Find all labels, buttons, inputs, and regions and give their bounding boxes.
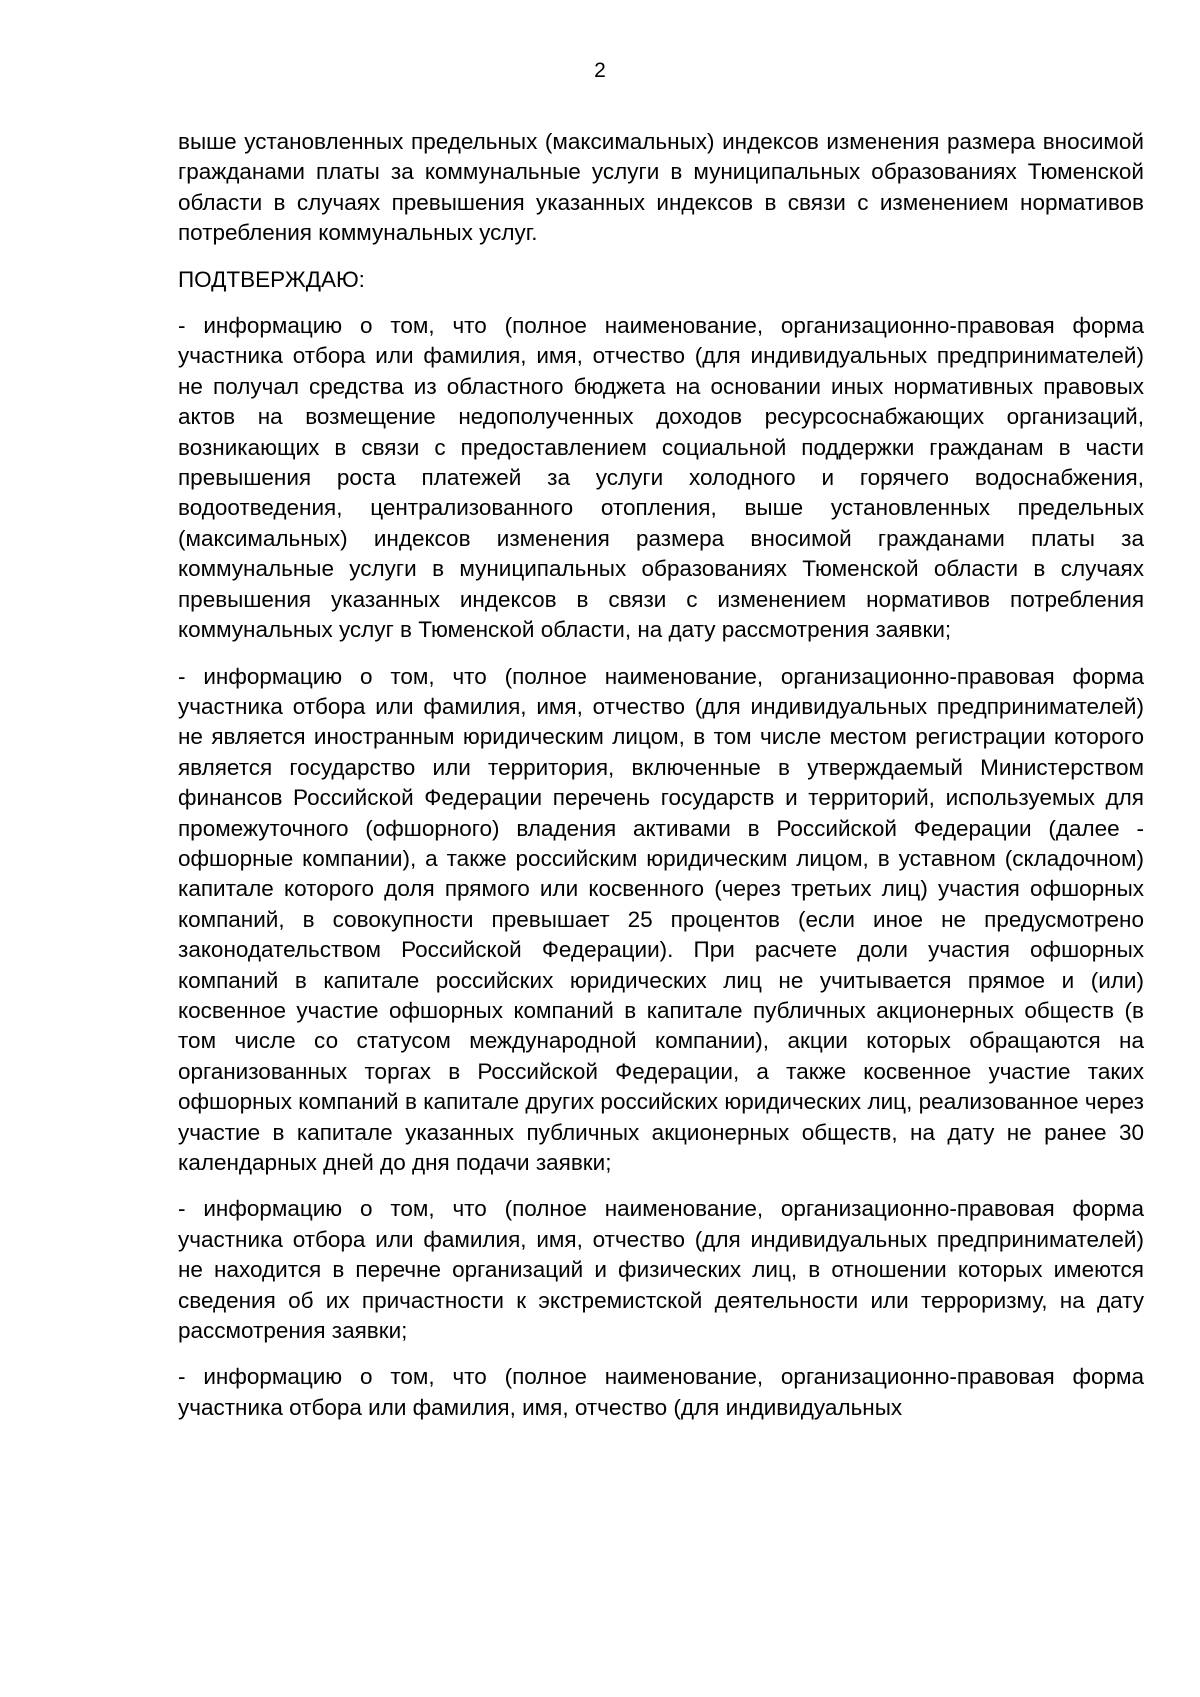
page-number: 2 (594, 59, 606, 82)
confirmation-item-1: - информацию о том, что (полное наименование, организационно-правовая форма участника отбора или фамилия, имя, отчество (для индивидуальных предпринимателей) не получал средства из областного бюджета на основании иных нормативных правовых актов на возмещение недополученных доходов ресурсоснабжающих организаций, возникающих в связи с предоставлением социальной поддержки гражданам в части превышения роста платежей за услуги холодного и горячего водоснабжения, водоотведения, централизованного отопления, выше установленных предельных (максимальных) индексов изменения размера вносимой гражданами платы за коммунальные услуги в муниципальных образованиях Тюменской области в случаях превышения указанных индексов в связи с изменением нормативов потребления коммунальных услуг в Тюменской области, на дату рассмотрения заявки; (178, 313, 1144, 643)
confirmation-item-2: - информацию о том, что (полное наименование, организационно-правовая форма участника отбора или фамилия, имя, отчество (для индивидуальных предпринимателей) не является иностранным юридическим лицом, в том числе местом регистрации которого является государство или территория, включенные в утверждаемый Министерством финансов Российской Федерации перечень государств и территорий, используемых для промежуточного (офшорного) владения активами в Российской Федерации (далее - офшорные компании), а также российским юридическим лицом, в уставном (складочном) капитале которого доля прямого или косвенного (через третьих лиц) участия офшорных компаний, в совокупности превышает 25 процентов (если иное не предусмотрено законодательством Российской Федерации). При расчете доли участия офшорных компаний в капитале российских юридических лиц не учитывается прямое и (или) косвенное участие офшорных компаний в капитале публичных акционерных обществ (в том числе со статусом международной компании), акции которых обращаются на организованных торгах в Российской Федерации, а также косвенное участие таких офшорных компаний в капитале других российских юридических лиц, реализованное через участие в капитале указанных публичных акционерных обществ, на дату не ранее 30 календарных дней до дня подачи заявки; (178, 663, 1144, 1175)
intro-paragraph: выше установленных предельных (максимальных) индексов изменения размера вносимой гражданами платы за коммунальные услуги в муниципальных образованиях Тюменской области в случаях превышения указанных индексов в связи с изменением нормативов потребления коммунальных услуг. (178, 129, 1144, 246)
confirm-heading: ПОДТВЕРЖДАЮ: (178, 266, 365, 292)
document-body (178, 127, 1144, 1423)
confirmation-item-4: - информацию о том, что (полное наименование, организационно-правовая форма участника отбора или фамилия, имя, отчество (для индивидуальных (178, 1364, 1144, 1420)
confirmation-item-3: - информацию о том, что (полное наименование, организационно-правовая форма участника отбора или фамилия, имя, отчество (для индивидуальных предпринимателей) не находится в перечне организаций и физических лиц, в отношении которых имеются сведения об их причастности к экстремистской деятельности или терроризму, на дату рассмотрения заявки; (178, 1196, 1144, 1344)
